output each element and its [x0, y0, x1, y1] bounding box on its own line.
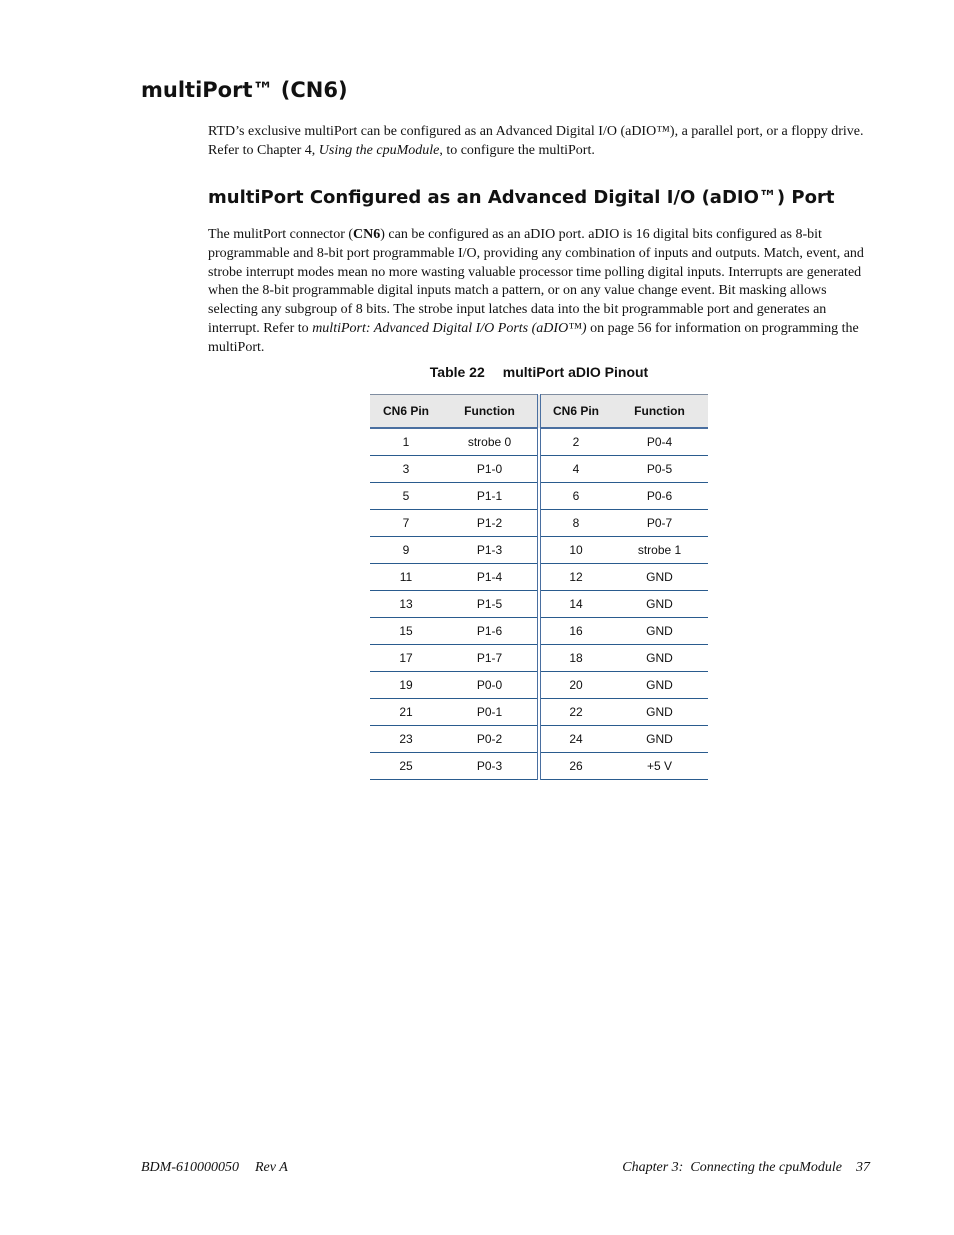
table-row [370, 483, 708, 510]
function-cell: P0-0 [442, 672, 539, 699]
function-cell: P1-0 [442, 456, 539, 483]
table-header-row [370, 395, 708, 429]
table-row [370, 699, 708, 726]
pin-cell: 3 [370, 456, 442, 483]
body-section-reference: multiPort: Advanced Digital I/O Ports (aDIO™) [312, 320, 587, 336]
function-cell: GND [611, 699, 708, 726]
footer-chapter: Chapter 3: [622, 1160, 684, 1175]
header-cn6-pin: CN6 Pin [539, 395, 611, 429]
function-cell: P0-5 [611, 456, 708, 483]
table-row [370, 753, 708, 780]
header-function: Function [442, 395, 539, 429]
pin-cell: 12 [539, 564, 611, 591]
function-cell: +5 V [611, 753, 708, 780]
table-row [370, 428, 708, 456]
table-row [370, 726, 708, 753]
function-cell: P0-4 [611, 428, 708, 456]
pin-cell: 16 [539, 618, 611, 645]
table-number: Table 22 [429, 364, 485, 380]
intro-paragraph [208, 122, 873, 160]
table-row [370, 510, 708, 537]
pin-cell: 10 [539, 537, 611, 564]
pin-cell: 15 [370, 618, 442, 645]
function-cell: GND [611, 564, 708, 591]
function-cell: P0-2 [442, 726, 539, 753]
intro-text: RTD’s exclusive multiPort can be configured as an Advanced Digital I/O (aDIO™), a parallel port, or a floppy drive. Refer to Chapter 4, [208, 124, 864, 158]
function-cell: strobe 0 [442, 428, 539, 456]
pin-cell: 23 [370, 726, 442, 753]
pin-cell: 17 [370, 645, 442, 672]
function-cell: P1-2 [442, 510, 539, 537]
pin-cell: 8 [539, 510, 611, 537]
table-row [370, 618, 708, 645]
function-cell: P0-6 [611, 483, 708, 510]
intro-chapter-reference: Using the cpuModule [318, 143, 440, 158]
footer-chapter-info [622, 1160, 870, 1176]
function-cell: strobe 1 [611, 537, 708, 564]
function-cell: P1-5 [442, 591, 539, 618]
body-text-middle: ) can be configured as an aDIO port. aDIO is 16 digital bits configured as 8-bit programmable and 8-bit port programmable I/O, providing any combination of inputs and outputs. Match, event, and strobe interrupt modes mean no more wasting valuable processor time polling digital inputs. Interrupts are generated when the 8-bit programmable digital inputs match a pattern, or on any value change event. Bit masking allows selecting any subgroup of 8 bits. The strobe input latches data into the bit programmable port and generates an interrupt. Refer to [208, 227, 864, 336]
footer-chapter-title: Connecting the cpuModule [690, 1160, 842, 1175]
page-number: 37 [856, 1160, 870, 1175]
pin-cell: 26 [539, 753, 611, 780]
pin-cell: 5 [370, 483, 442, 510]
page-title: multiPort™ (CN6) [141, 78, 348, 102]
body-text-end: on page 56 for information on programming the multiPort. [208, 320, 859, 355]
header-cn6-pin: CN6 Pin [370, 395, 442, 429]
table-row [370, 456, 708, 483]
footer-document-id [141, 1160, 288, 1176]
function-cell: GND [611, 618, 708, 645]
function-cell: P1-7 [442, 645, 539, 672]
table-title: multiPort aDIO Pinout [502, 364, 649, 380]
function-cell: P0-7 [611, 510, 708, 537]
pin-cell: 14 [539, 591, 611, 618]
pin-cell: 11 [370, 564, 442, 591]
function-cell: GND [611, 645, 708, 672]
pin-cell: 6 [539, 483, 611, 510]
pinout-table [370, 394, 708, 780]
pin-cell: 18 [539, 645, 611, 672]
pin-cell: 2 [539, 428, 611, 456]
footer-revision: Rev A [255, 1160, 288, 1175]
pin-cell: 22 [539, 699, 611, 726]
body-text-start: The mulitPort connector ( [208, 227, 354, 242]
function-cell: P1-3 [442, 537, 539, 564]
pin-cell: 7 [370, 510, 442, 537]
function-cell: P1-1 [442, 483, 539, 510]
header-function: Function [611, 395, 708, 429]
pin-cell: 24 [539, 726, 611, 753]
footer-doc-number: BDM-610000050 [141, 1160, 239, 1175]
pin-cell: 21 [370, 699, 442, 726]
table-row [370, 672, 708, 699]
function-cell: GND [611, 726, 708, 753]
table-row [370, 537, 708, 564]
connector-name: CN6 [353, 227, 381, 242]
table-caption [370, 364, 708, 380]
function-cell: P0-3 [442, 753, 539, 780]
pin-cell: 1 [370, 428, 442, 456]
function-cell: P1-4 [442, 564, 539, 591]
pin-cell: 9 [370, 537, 442, 564]
table-row [370, 564, 708, 591]
pin-cell: 25 [370, 753, 442, 780]
section-heading: multiPort Configured as an Advanced Digital I/O (aDIO™) Port [208, 187, 835, 208]
intro-text-end: , to configure the multiPort. [439, 143, 595, 158]
pin-cell: 13 [370, 591, 442, 618]
pin-cell: 4 [539, 456, 611, 483]
function-cell: GND [611, 591, 708, 618]
pin-cell: 19 [370, 672, 442, 699]
pin-cell: 20 [539, 672, 611, 699]
table-row [370, 591, 708, 618]
body-paragraph [208, 226, 873, 358]
table-row [370, 645, 708, 672]
function-cell: GND [611, 672, 708, 699]
function-cell: P1-6 [442, 618, 539, 645]
function-cell: P0-1 [442, 699, 539, 726]
